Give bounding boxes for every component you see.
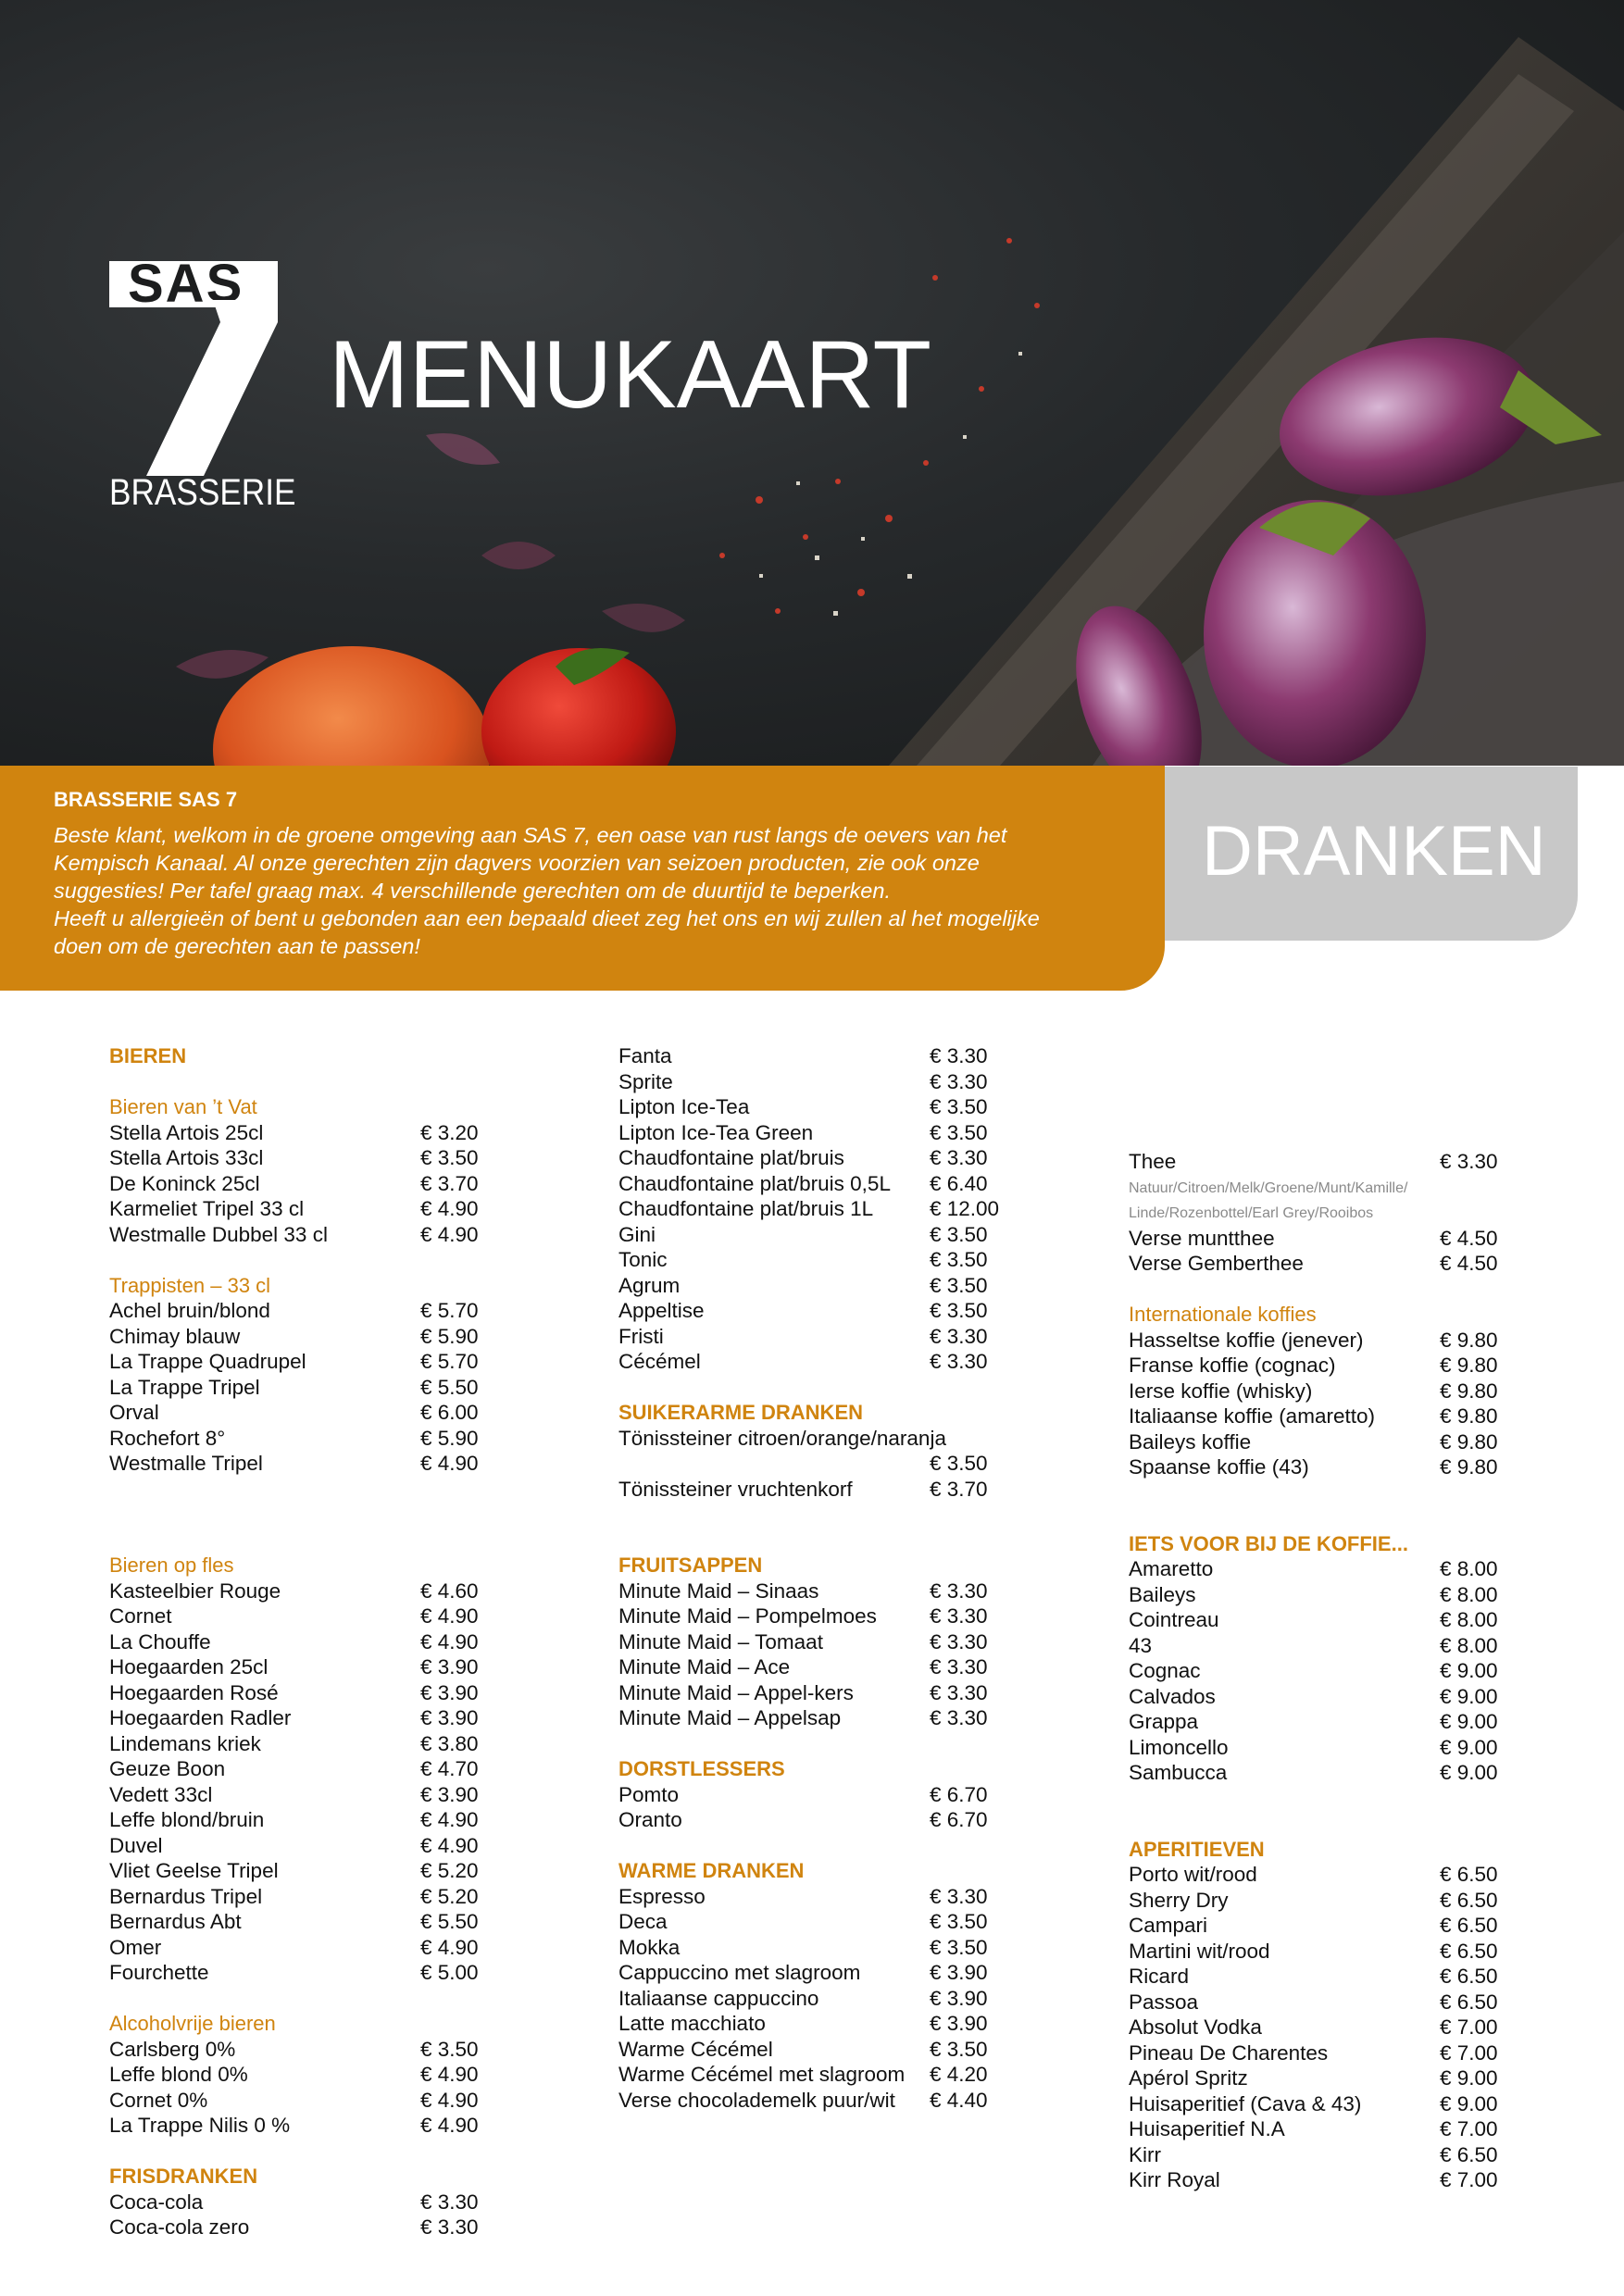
menu-item-name: Cécémel	[618, 1350, 701, 1373]
menu-item-name: Porto wit/rood	[1129, 1863, 1257, 1886]
menu-item-name: Warme Cécémel met slagroom	[618, 2063, 906, 2086]
menu-item-price: € 3.90	[420, 1706, 479, 1729]
menu-item-price: € 9.80	[1440, 1404, 1498, 1428]
menu-item-price: € 7.00	[1440, 2117, 1498, 2140]
menu-item-name: Stella Artois 25cl	[109, 1120, 264, 1144]
menu-item-price: € 6.50	[1440, 1939, 1498, 1963]
menu-item-name: Kirr Royal	[1129, 2168, 1220, 2191]
menu-item-name: Franse koffie (cognac)	[1129, 1354, 1336, 1377]
menu-item-price: € 8.00	[1440, 1633, 1498, 1657]
menu-item-name: Minute Maid – Pompelmoes	[618, 1604, 877, 1628]
subsection-heading: Bieren op fles	[109, 1554, 234, 1577]
menu-item-name: Apérol Spritz	[1129, 2066, 1248, 2090]
menu-item-name: La Chouffe	[109, 1629, 211, 1653]
menu-item-price: € 3.90	[420, 1655, 479, 1678]
menu-item-name: Passoa	[1129, 1990, 1199, 2014]
menu-item-price: € 8.00	[1440, 1557, 1498, 1580]
menu-item-price: € 3.30	[420, 2190, 479, 2214]
page-title: MENUKAART	[329, 321, 932, 429]
menu-item-price: € 12.00	[930, 1197, 1000, 1220]
menu-item-price: € 9.00	[1440, 1684, 1498, 1708]
menu-item-name: Ierse koffie (whisky)	[1129, 1379, 1313, 1403]
menu-item-price: € 4.90	[420, 1833, 479, 1857]
menu-item-price: € 5.20	[420, 1859, 479, 1882]
menu-item-name: Sprite	[618, 1069, 673, 1093]
menu-item-price: € 3.30	[930, 1629, 988, 1653]
menu-item-name: Appeltise	[618, 1299, 705, 1322]
section-heading: FRUITSAPPEN	[618, 1554, 763, 1577]
menu-item-name: 43	[1129, 1633, 1153, 1657]
menu-item-price: € 5.90	[420, 1426, 479, 1450]
menu-item-price: € 4.90	[420, 2063, 479, 2086]
intro-line: Beste klant, welkom in de groene omgeving aan SAS 7, een oase van rust langs de oevers van het	[54, 823, 1007, 847]
menu-item-name: Tönissteiner vruchtenkorf	[618, 1477, 853, 1501]
menu-item-name: Cointreau	[1129, 1608, 1219, 1631]
menu-item-name: Italiaanse cappuccino	[618, 1986, 819, 2010]
menu-item-name: La Trappe Nilis 0 %	[109, 2114, 291, 2137]
menu-item-price: € 3.70	[420, 1171, 479, 1195]
menu-item-name: Duvel	[109, 1833, 163, 1857]
menu-item-name: Rochefort 8°	[109, 1426, 226, 1450]
intro-line: Kempisch Kanaal. Al onze gerechten zijn dagvers voorzien van seizoen producten, zie ook onze	[54, 851, 980, 875]
menu-item-price: € 7.00	[1440, 2015, 1498, 2039]
logo-seven	[109, 300, 278, 476]
menu-item-price: € 4.50	[1440, 1226, 1498, 1250]
menu-item-price: € 5.00	[420, 1961, 479, 1984]
menu-item-name: Huisaperitief (Cava & 43)	[1129, 2091, 1362, 2115]
menu-item-name: Hoegaarden Rosé	[109, 1680, 279, 1704]
menu-item-name: Cappuccino met slagroom	[618, 1961, 861, 1984]
menu-item-price: € 6.00	[420, 1401, 479, 1424]
menu-item-price: € 6.70	[930, 1808, 988, 1831]
menu-item-price: € 3.50	[930, 1452, 988, 1475]
menu-item-name: Coca-cola	[109, 2190, 204, 2214]
menu-item-price: € 5.70	[420, 1350, 479, 1373]
menu-item-price: € 9.00	[1440, 1659, 1498, 1682]
section-heading: DORSTLESSERS	[618, 1757, 785, 1780]
menu-item-price: € 6.50	[1440, 2142, 1498, 2166]
menu-item-price: € 6.50	[1440, 1965, 1498, 1988]
menu-item-name: Leffe blond 0%	[109, 2063, 248, 2086]
menu-item-price: € 4.70	[420, 1757, 479, 1780]
menu-item-price: € 3.30	[930, 1655, 988, 1678]
menu-item-price: € 7.00	[1440, 2168, 1498, 2191]
menu-item-name: Latte macchiato	[618, 2012, 766, 2035]
menu-item-price: € 9.00	[1440, 2091, 1498, 2115]
menu-item-price: € 3.30	[930, 1146, 988, 1169]
menu-item-price: € 3.50	[930, 1910, 988, 1933]
menu-item-name: Chaudfontaine plat/bruis 1L	[618, 1197, 874, 1220]
menu-item-name: Pomto	[618, 1782, 680, 1806]
menu-item-name: Chaudfontaine plat/bruis	[618, 1146, 844, 1169]
menu-item-name: La Trappe Quadrupel	[109, 1350, 306, 1373]
menu-item-name: Spaanse koffie (43)	[1129, 1455, 1309, 1479]
section-heading: APERITIEVEN	[1129, 1837, 1265, 1861]
menu-item-name: Huisaperitief N.A	[1129, 2117, 1285, 2140]
menu-item-name: Hasseltse koffie (jenever)	[1129, 1328, 1364, 1352]
menu-item-name: Warme Cécémel	[618, 2037, 773, 2061]
menu-item-price: € 3.30	[930, 1884, 988, 1908]
subsection-heading: Trappisten – 33 cl	[109, 1273, 271, 1297]
menu-item-name: Vliet Geelse Tripel	[109, 1859, 279, 1882]
menu-item-price: € 4.90	[420, 1808, 479, 1831]
menu-item-price: € 9.80	[1440, 1354, 1498, 1377]
menu-item-price: € 3.30	[930, 1350, 988, 1373]
menu-item-price: € 3.30	[930, 1578, 988, 1603]
menu-item-price: € 4.50	[1440, 1252, 1498, 1275]
subsection-heading: Internationale koffies	[1129, 1303, 1317, 1326]
menu-item-price: € 4.20	[930, 2063, 988, 2086]
menu-item-name: Minute Maid – Sinaas	[618, 1578, 819, 1603]
menu-item-name: Fanta	[618, 1044, 672, 1067]
menu-item-price: € 9.00	[1440, 2066, 1498, 2090]
menu-item-price: € 3.50	[930, 2037, 988, 2061]
menu-item-price: € 6.50	[1440, 1990, 1498, 2014]
item-note: Natuur/Citroen/Melk/Groene/Munt/Kamille/	[1129, 1179, 1408, 1196]
menu-item-name: Martini wit/rood	[1129, 1939, 1270, 1963]
intro-line: Heeft u allergieën of bent u gebonden aan een bepaald dieet zeg het ons en wij zullen al het mogelijke	[54, 906, 1040, 930]
menu-item-price: € 3.30	[420, 2215, 479, 2239]
menu-item-name: Westmalle Tripel	[109, 1452, 263, 1475]
intro-line: suggesties! Per tafel graag max. 4 verschillende gerechten om de duurtijd te beperken.	[54, 879, 891, 903]
menu-item-price: € 4.40	[930, 2088, 988, 2112]
section-heading: SUIKERARME DRANKEN	[618, 1401, 864, 1424]
menu-item-name: Campari	[1129, 1914, 1208, 1937]
menu-item-price: € 3.90	[930, 2012, 988, 2035]
subsection-heading: Alcoholvrije bieren	[109, 2012, 276, 2035]
section-heading: BIEREN	[109, 1044, 187, 1067]
menu-item-price: € 4.90	[420, 1629, 479, 1653]
menu-item-name: Verse Gemberthee	[1129, 1252, 1304, 1275]
menu-item-price: € 9.00	[1440, 1710, 1498, 1733]
menu-item-name: Kirr	[1129, 2142, 1161, 2166]
menu-item-price: € 4.90	[420, 1452, 479, 1475]
menu-item-name: Carlsberg 0%	[109, 2037, 236, 2061]
menu-item-price: € 6.70	[930, 1782, 988, 1806]
intro-brand: BRASSERIE SAS 7	[54, 788, 238, 811]
menu-item-price: € 5.90	[420, 1324, 479, 1348]
menu-item-name: Grappa	[1129, 1710, 1199, 1733]
menu-item-name: Fourchette	[109, 1961, 209, 1984]
menu-item-name: Bernardus Abt	[109, 1910, 242, 1933]
menu-item-price: € 3.50	[420, 1146, 479, 1169]
menu-item-name: Chimay blauw	[109, 1324, 241, 1348]
menu-item-price: € 3.50	[930, 1935, 988, 1959]
menu-item-name: Lipton Ice-Tea	[618, 1095, 750, 1118]
menu-item-name: Westmalle Dubbel 33 cl	[109, 1222, 328, 1246]
menu-item-name: Chaudfontaine plat/bruis 0,5L	[618, 1171, 891, 1195]
menu-item-name: Baileys koffie	[1129, 1429, 1252, 1454]
menu-item-name: Absolut Vodka	[1129, 2015, 1262, 2039]
menu-item-name: Minute Maid – Appel-kers	[618, 1680, 854, 1704]
menu-item-name: Ricard	[1129, 1965, 1190, 1988]
menu-item-price: € 4.90	[420, 1222, 479, 1246]
menu-item-name: Mokka	[618, 1935, 681, 1959]
dranken-tab-label: DRANKEN	[1202, 812, 1546, 891]
menu-item-price: € 6.50	[1440, 1863, 1498, 1886]
menu-item-price: € 9.00	[1440, 1761, 1498, 1784]
menu-item-name: Verse muntthee	[1129, 1226, 1275, 1250]
menu-item-price: € 3.30	[930, 1069, 988, 1093]
menu-item-name: Verse chocolademelk puur/wit	[618, 2088, 895, 2112]
menu-item-price: € 9.80	[1440, 1429, 1498, 1454]
menu-item-price: € 5.50	[420, 1375, 479, 1399]
menu-item-name: Cornet	[109, 1604, 172, 1628]
menu-item-name: Tönissteiner citroen/orange/naranja	[618, 1426, 946, 1450]
menu-item-price: € 4.90	[420, 2114, 479, 2137]
menu-item-price: € 9.80	[1440, 1455, 1498, 1479]
menu-item-name: Bernardus Tripel	[109, 1884, 263, 1908]
menu-item-price: € 3.20	[420, 1120, 479, 1144]
menu-item-price: € 6.50	[1440, 1888, 1498, 1912]
hero-image	[0, 0, 1624, 766]
menu-item-price: € 4.90	[420, 2088, 479, 2112]
menu-item-price: € 3.50	[930, 1248, 988, 1271]
menu-item-price: € 3.30	[1440, 1150, 1498, 1173]
menu-item-name: Pineau De Charentes	[1129, 2040, 1329, 2065]
menu-item-price: € 3.50	[930, 1095, 988, 1118]
menu-item-name: Calvados	[1129, 1684, 1216, 1708]
logo-sas-text: SAS	[128, 254, 244, 314]
menu-item-price: € 4.90	[420, 1604, 479, 1628]
menu-item-name: Cornet 0%	[109, 2088, 208, 2112]
section-heading: WARME DRANKEN	[618, 1859, 805, 1882]
menu-item-name: Italiaanse koffie (amaretto)	[1129, 1404, 1375, 1428]
menu-item-name: Achel bruin/blond	[109, 1299, 270, 1322]
menu-item-price: € 4.90	[420, 1197, 479, 1220]
menu-item-name: Orval	[109, 1401, 159, 1424]
menu-item-price: € 3.80	[420, 1731, 479, 1755]
menu-item-name: Hoegaarden 25cl	[109, 1655, 269, 1678]
menu-item-price: € 7.00	[1440, 2040, 1498, 2065]
menu-item-price: € 3.30	[930, 1044, 988, 1067]
menu-item-price: € 3.90	[930, 1986, 988, 2010]
menu-item-name: Fristi	[618, 1324, 664, 1348]
menu-item-name: Amaretto	[1129, 1557, 1214, 1580]
menu-item-price: € 3.70	[930, 1477, 988, 1501]
menu-item-name: Limoncello	[1129, 1735, 1229, 1759]
menu-item-price: € 5.20	[420, 1884, 479, 1908]
menu-item-name: Baileys	[1129, 1582, 1196, 1606]
menu-item-name: Sherry Dry	[1129, 1888, 1229, 1912]
menu-item-price: € 3.90	[930, 1961, 988, 1984]
menu-item-name: Coca-cola zero	[109, 2215, 250, 2239]
menu-item-price: € 3.50	[930, 1120, 988, 1144]
menu-item-name: Omer	[109, 1935, 162, 1959]
menu-item-price: € 3.50	[420, 2037, 479, 2061]
menu-item-price: € 3.30	[930, 1680, 988, 1704]
menu-item-name: Espresso	[618, 1884, 706, 1908]
menu-item-name: Lipton Ice-Tea Green	[618, 1120, 814, 1144]
menu-item-price: € 3.30	[930, 1604, 988, 1628]
logo-brasserie-text: BRASSERIE	[109, 472, 296, 513]
menu-item-name: Lindemans kriek	[109, 1731, 261, 1755]
subsection-heading: Bieren van ’t Vat	[109, 1095, 257, 1118]
intro-text	[54, 821, 1118, 960]
menu-item-price: € 3.90	[420, 1782, 479, 1806]
menu-item-name: La Trappe Tripel	[109, 1375, 260, 1399]
menu-item-name: Geuze Boon	[109, 1757, 226, 1780]
menu-item-name: Oranto	[618, 1808, 682, 1831]
menu-item-price: € 4.60	[420, 1578, 479, 1603]
menu-item-name: Minute Maid – Ace	[618, 1655, 791, 1678]
section-heading: FRISDRANKEN	[109, 2165, 258, 2188]
menu-item-name: Thee	[1129, 1150, 1177, 1173]
menu-item-price: € 4.90	[420, 1935, 479, 1959]
section-heading: IETS VOOR BIJ DE KOFFIE...	[1129, 1531, 1408, 1555]
menu-item-price: € 3.30	[930, 1324, 988, 1348]
menu-item-price: € 8.00	[1440, 1582, 1498, 1606]
menu-item-name: Hoegaarden Radler	[109, 1706, 292, 1729]
menu-item-price: € 6.50	[1440, 1914, 1498, 1937]
menu-item-price: € 8.00	[1440, 1608, 1498, 1631]
menu-item-name: Cognac	[1129, 1659, 1201, 1682]
menu-item-name: Kasteelbier Rouge	[109, 1578, 281, 1603]
menu-item-price: € 9.80	[1440, 1379, 1498, 1403]
menu-item-price: € 5.50	[420, 1910, 479, 1933]
menu-item-name: Stella Artois 33cl	[109, 1146, 264, 1169]
menu-item-name: Karmeliet Tripel 33 cl	[109, 1197, 305, 1220]
menu-item-name: Vedett 33cl	[109, 1782, 213, 1806]
menu-item-price: € 3.90	[420, 1680, 479, 1704]
menu-item-price: € 3.30	[930, 1706, 988, 1729]
menu-item-name: Deca	[618, 1910, 668, 1933]
menu-item-price: € 3.50	[930, 1273, 988, 1297]
menu-item-name: De Koninck 25cl	[109, 1171, 260, 1195]
dranken-tab	[1111, 767, 1578, 941]
menu-item-price: € 9.80	[1440, 1328, 1498, 1352]
item-note: Linde/Rozenbottel/Earl Grey/Rooibos	[1129, 1205, 1374, 1221]
menu-item-name: Gini	[618, 1222, 656, 1246]
menu-item-name: Minute Maid – Appelsap	[618, 1706, 842, 1729]
menu-item-name: Tonic	[618, 1248, 668, 1271]
brasserie-logo	[109, 254, 296, 513]
menu-item-name: Minute Maid – Tomaat	[618, 1629, 823, 1653]
intro-line: doen om de gerechten aan te passen!	[54, 934, 420, 958]
intro-banner	[0, 766, 1165, 991]
menu-item-name: Sambucca	[1129, 1761, 1228, 1784]
menu-item-price: € 3.50	[930, 1222, 988, 1246]
menu-item-name: Agrum	[618, 1273, 681, 1297]
menu-item-price: € 9.00	[1440, 1735, 1498, 1759]
menu-item-name: Leffe blond/bruin	[109, 1808, 265, 1831]
menu-item-price: € 6.40	[930, 1171, 988, 1195]
menu-item-price: € 5.70	[420, 1299, 479, 1322]
menu-item-price: € 3.50	[930, 1299, 988, 1322]
